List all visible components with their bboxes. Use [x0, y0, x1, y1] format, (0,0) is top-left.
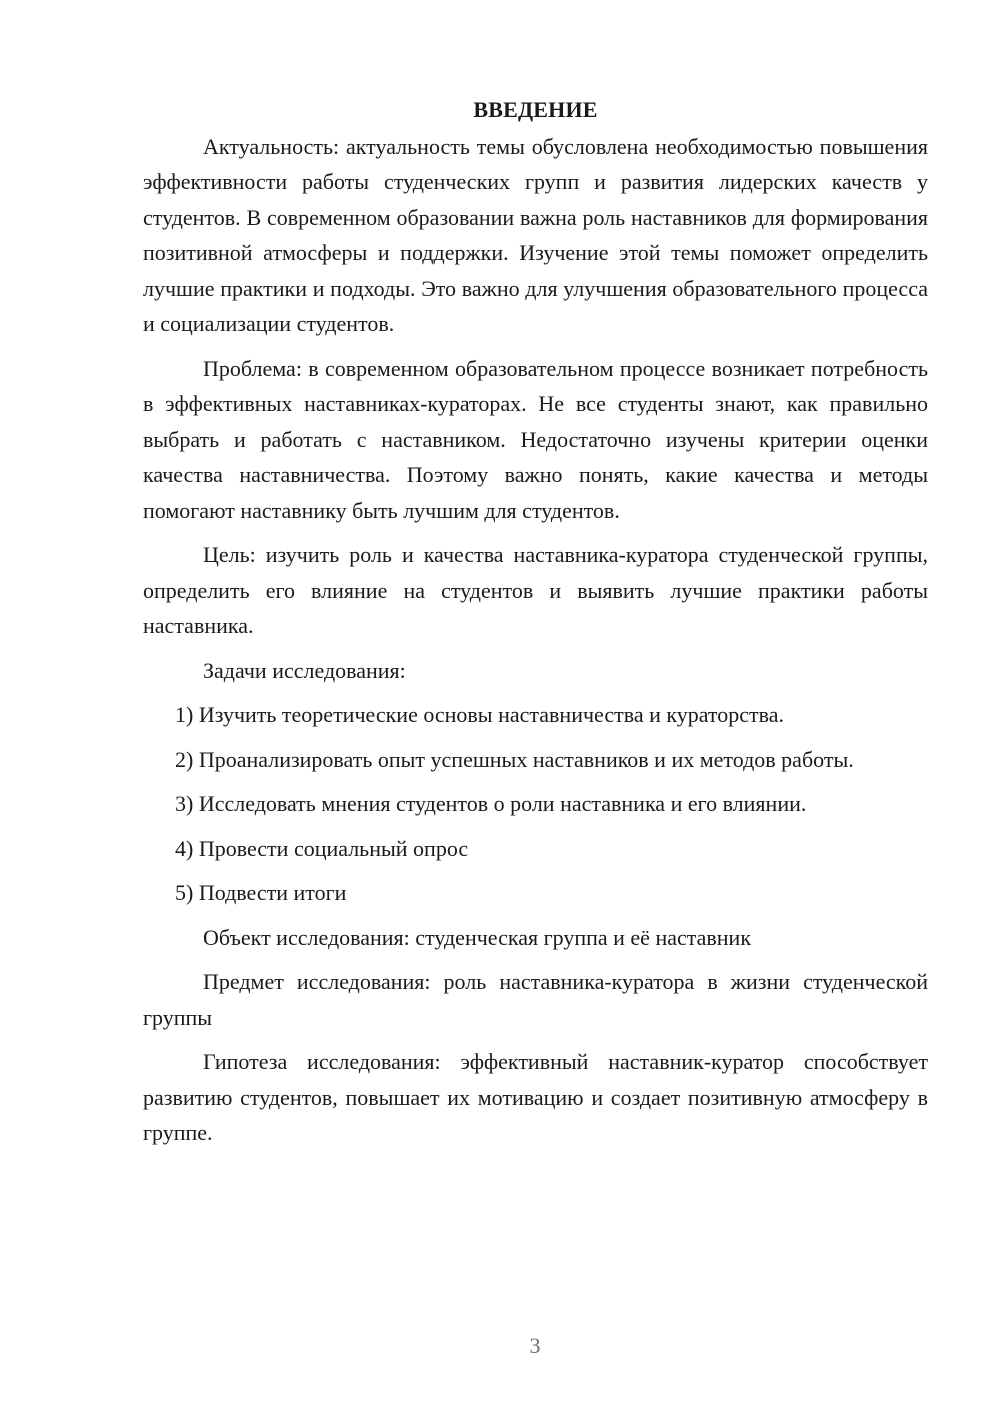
task-item: 5) Подвести итоги: [175, 880, 347, 905]
task-item: 2) Проанализировать опыт успешных наставников и их методов работы.: [175, 746, 854, 772]
task-item: 1) Изучить теоретические основы наставничества и кураторства.: [175, 702, 784, 727]
paragraph-problem: Проблема: в современном образовательном процессе возникает потребность в эффективных наставниках-кураторах. Не все студенты знают, как правильно выбрать и работать с наставником. Недостаточно изучены критерии оценки качества наставничества. Поэтому важно понять, какие качества и методы помогают наставнику быть лучшим для студентов.: [143, 355, 928, 523]
page-title: ВВЕДЕНИЕ: [473, 97, 598, 122]
paragraph-tasks-heading: Задачи исследования:: [203, 657, 406, 683]
paragraph-subject: Предмет исследования: роль наставника-куратора в жизни студенческой группы: [143, 969, 928, 1030]
task-item: 3) Исследовать мнения студентов о роли наставника и его влиянии.: [175, 791, 807, 816]
task-item: 4) Провести социальный опрос: [175, 835, 469, 861]
paragraph-object: Объект исследования: студенческая группа и её наставник: [203, 924, 752, 950]
paragraph-relevance: Актуальность: актуальность темы обусловлена необходимостью повышения эффективности работы студенческих групп и развития лидерских качеств у студентов. В современном образовании важна роль наставников для формирования позитивной атмосферы и поддержки. Изучение этой темы поможет определить лучшие практики и подходы. Это важно для улучшения образовательного процесса и социализации студентов.: [143, 133, 928, 336]
paragraph-hypothesis: Гипотеза исследования: эффективный наставник-куратор способствует развитию студентов, повышает их мотивацию и создает позитивную атмосферу в группе.: [143, 1049, 928, 1145]
page-number: 3: [529, 1333, 541, 1358]
paragraph-goal: Цель: изучить роль и качества наставника-куратора студенческой группы, определить его влияние на студентов и выявить лучшие практики работы наставника.: [143, 542, 928, 638]
document-page: [143, 92, 928, 1160]
